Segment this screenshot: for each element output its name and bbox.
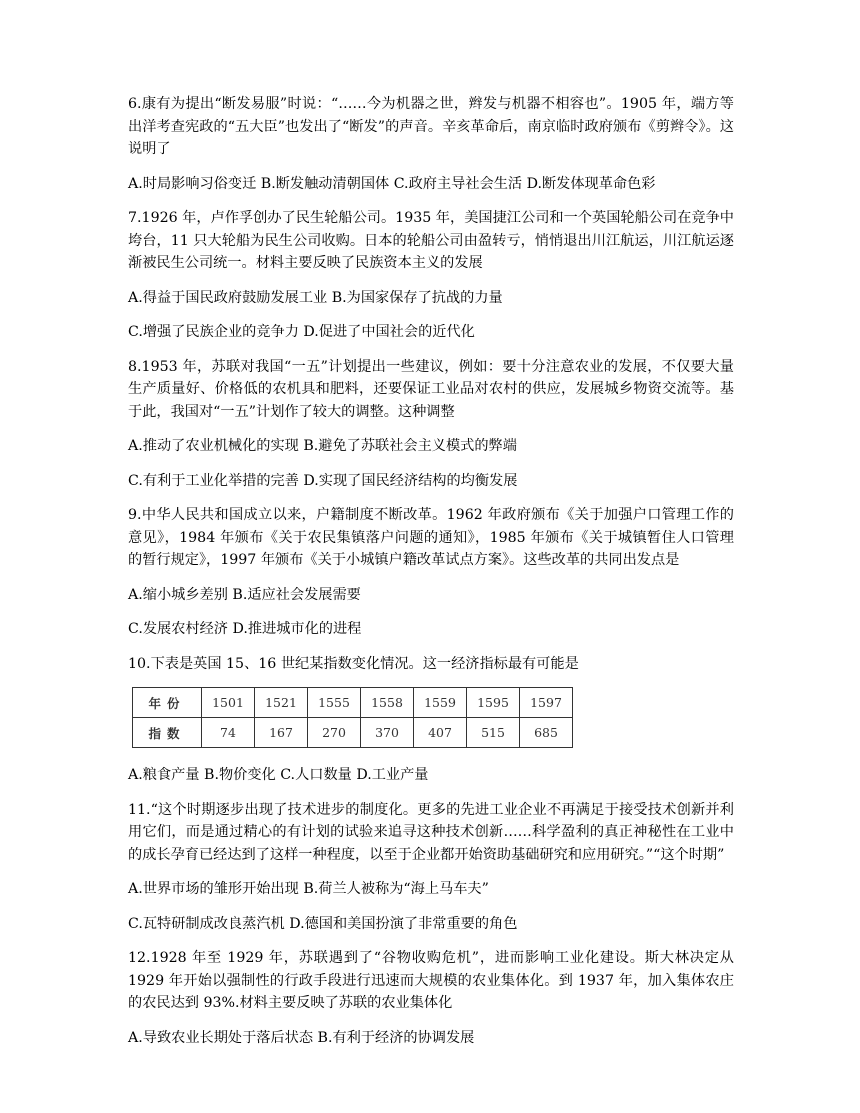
table-cell: 370 <box>361 718 414 748</box>
exam-page <box>128 93 734 1061</box>
table-cell: 1559 <box>414 688 467 718</box>
question-11-stem: 11.“这个时期逐步出现了技术进步的制度化。更多的先进工业企业不再满足于接受技术创新并利用它们，而是通过精心的有计划的试验来追寻这种技术创新……科学盈利的真正神秘性在工业中的成长孕育已经达到了这样一种程度，以至于企业都开始资助基础研究和应用研究。”“这个时期” <box>128 801 734 863</box>
question-7-stem: 7.1926 年，卢作孚创办了民生轮船公司。1935 年，美国捷江公司和一个英国轮船公司在竞争中垮台，11 只大轮船为民生公司收购。日本的轮船公司由盈转亏，悄悄退出川江航运，川江航运逐渐被民生公司统一。材料主要反映了民族资本主义的发展 <box>128 210 734 271</box>
question-8-options-ab: A.推动了农业机械化的实现 B.避免了苏联社会主义模式的弊端 <box>128 438 517 454</box>
question-10-stem: 10.下表是英国 15、16 世纪某指数变化情况。这一经济指标最有可能是 <box>128 655 579 672</box>
question-10-options: A.粮食产量 B.物价变化 C.人口数量 D.工业产量 <box>128 767 429 783</box>
table-cell: 1501 <box>202 688 255 718</box>
question-11-options-cd: C.瓦特研制成改良蒸汽机 D.德国和美国扮演了非常重要的角色 <box>128 915 518 932</box>
question-11-options-ab: A.世界市场的雏形开始出现 B.荷兰人被称为“海上马车夫” <box>128 881 489 897</box>
table-header-index: 指数 <box>133 718 202 748</box>
table-cell: 407 <box>414 718 467 748</box>
table-row-years <box>133 688 573 718</box>
table-cell: 1595 <box>467 688 520 718</box>
table-cell: 1555 <box>308 688 361 718</box>
table-cell: 1597 <box>520 688 573 718</box>
question-6-stem: 6.康有为提出“断发易服”时说：“……今为机器之世，辫发与机器不相容也”。1905 年，端方等出洋考查宪政的“五大臣”也发出了“断发”的声音。辛亥革命后，南京临时政府颁布《剪辫令》。这说明了 <box>128 96 734 157</box>
question-6-options: A.时局影响习俗变迁 B.断发触动清朝国体 C.政府主导社会生活 D.断发体现革命色彩 <box>128 175 656 192</box>
question-7-options-ab: A.得益于国民政府鼓励发展工业 B.为国家保存了抗战的力量 <box>128 289 503 306</box>
table-cell: 167 <box>255 718 308 748</box>
table-cell: 270 <box>308 718 361 748</box>
question-8-options-cd: C.有利于工业化举措的完善 D.实现了国民经济结构的均衡发展 <box>128 472 518 489</box>
table-cell: 1521 <box>255 688 308 718</box>
question-7-options-cd: C.增强了民族企业的竞争力 D.促进了中国社会的近代化 <box>128 324 475 340</box>
table-row-index <box>133 718 573 748</box>
table-cell: 1558 <box>361 688 414 718</box>
table-cell: 74 <box>202 718 255 748</box>
index-table <box>132 687 734 748</box>
question-12-stem: 12.1928 年至 1929 年，苏联遇到了“谷物收购危机”，进而影响工业化建设。斯大林决定从 1929 年开始以强制性的行政手段进行迅速而大规模的农业集体化。到 1937 年，加入集体农庄的农民达到 93%.材料主要反映了苏联的农业集体化 <box>128 950 734 1011</box>
table-cell: 515 <box>467 718 520 748</box>
table-cell: 685 <box>520 718 573 748</box>
table-header-year: 年份 <box>133 688 202 718</box>
question-8-stem: 8.1953 年，苏联对我国“一五”计划提出一些建议，例如：要十分注意农业的发展，不仅要大量生产质量好、价格低的农机具和肥料，还要保证工业品对农村的供应，发展城乡物资交流等。基于此，我国对“一五”计划作了较大的调整。这种调整 <box>128 358 734 420</box>
question-9-options-cd: C.发展农村经济 D.推进城市化的进程 <box>128 621 362 637</box>
question-12-options-ab: A.导致农业长期处于落后状态 B.有利于经济的协调发展 <box>128 1029 475 1046</box>
question-9-stem: 9.中华人民共和国成立以来，户籍制度不断改革。1962 年政府颁布《关于加强户口管理工作的意见》，1984 年颁布《关于农民集镇落户问题的通知》，1985 年颁布《关于城镇暂住人口管理的暂行规定》，1997 年颁布《关于小城镇户籍改革试点方案》。这些改革的共同出发点是 <box>128 507 734 568</box>
question-9-options-ab: A.缩小城乡差别 B.适应社会发展需要 <box>128 586 361 603</box>
